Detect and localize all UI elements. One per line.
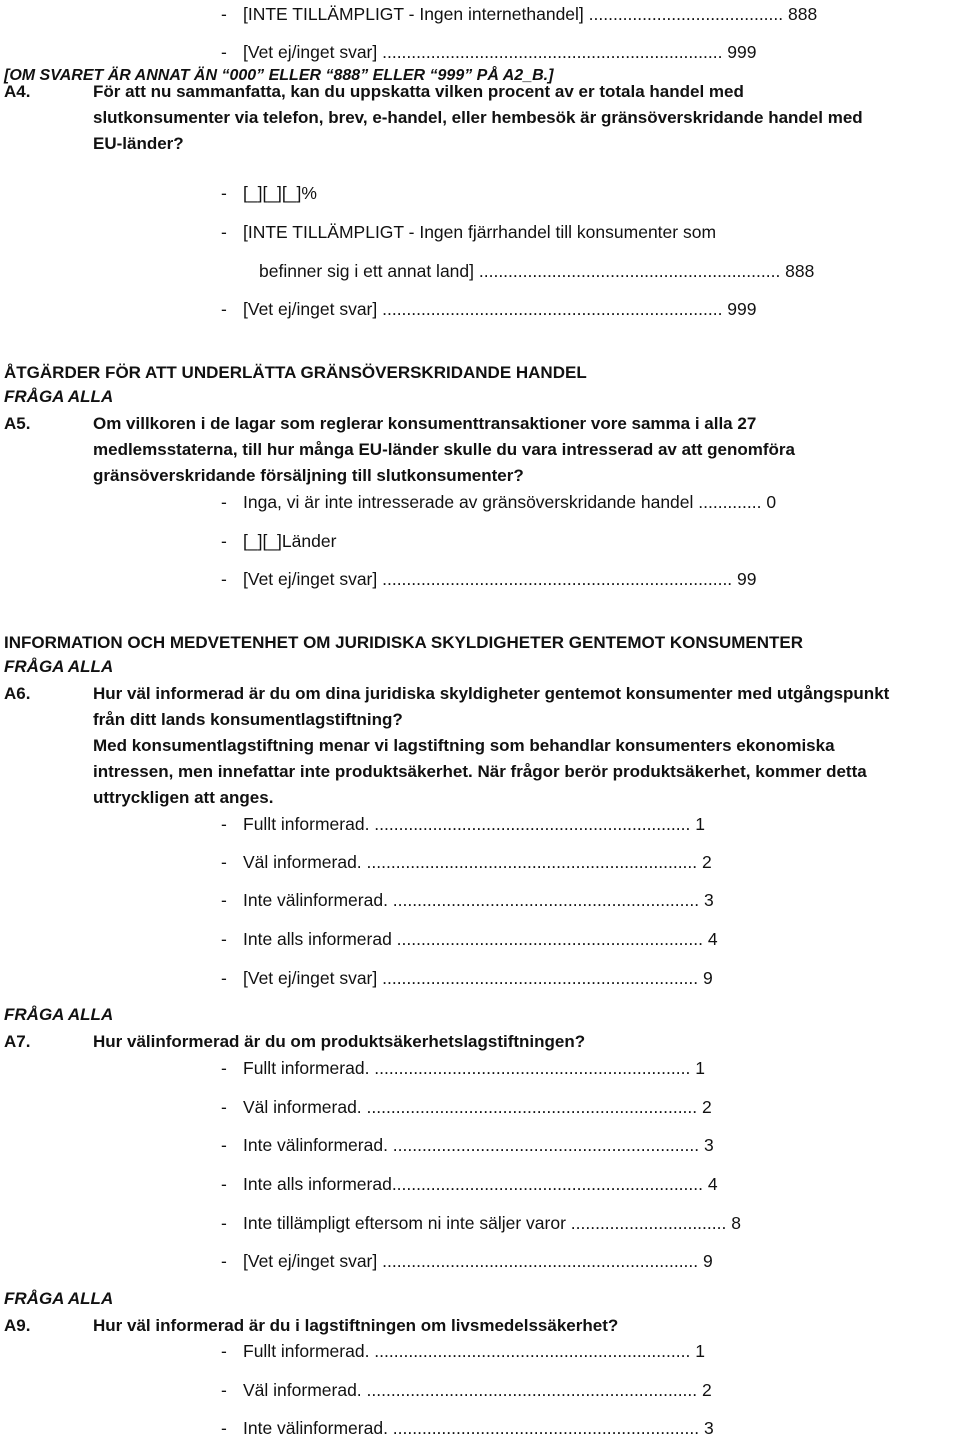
option-not-applicable-no-goods[interactable]: - Inte tillämpligt eftersom ni inte säljer varor ................................ 8	[221, 1213, 741, 1233]
option-fully-informed[interactable]: - Fullt informerad. ................................................................. 1	[221, 1341, 705, 1361]
option-countries-entry[interactable]: - [_][_]Länder	[221, 531, 337, 551]
option-percent-entry[interactable]: - [_][_][_]%	[221, 183, 317, 203]
option-dont-know[interactable]: - [Vet ej/inget svar] ...................................................................... 999	[221, 299, 757, 319]
option-well-informed[interactable]: - Väl informerad. .................................................................... 2	[221, 852, 712, 872]
option-not-well-informed[interactable]: - Inte välinformerad. ............................................................... 3	[221, 1135, 714, 1155]
question-text: Hur väl informerad är du om dina juridiska skyldigheter gentemot konsumenter med utgångspunkt från ditt lands konsumentlagstiftning? Med konsumentlagstiftning menar vi lagstiftning som behandlar konsumenters ekonomiska intressen, men innefattar inte produktsäkerhet. När frågor berör produktsäkerhet, kommer detta uttryckligen att anges.	[93, 684, 890, 807]
question-number: A6.	[4, 684, 31, 703]
section-heading: INFORMATION OCH MEDVETENHET OM JURIDISKA SKYLDIGHETER GENTEMOT KONSUMENTER	[4, 633, 804, 652]
option-well-informed[interactable]: - Väl informerad. .................................................................... 2	[221, 1380, 712, 1400]
question-a6	[0, 681, 960, 813]
question-text: Om villkoren i de lagar som reglerar konsumenttransaktioner vore samma i alla 27 medlemsstaterna, till hur många EU-länder skulle du vara intresserad av att genomföra gränsöverskridande försäljning till slutkonsumenter?	[93, 414, 795, 485]
ask-all-label: FRÅGA ALLA	[4, 1005, 114, 1024]
question-number: A5.	[4, 414, 31, 433]
option-dont-know[interactable]: - [Vet ej/inget svar] ...................................................................... 999	[221, 42, 757, 62]
question-a7	[0, 1029, 960, 1055]
question-number: A9.	[4, 1316, 31, 1335]
option-not-at-all-informed[interactable]: - Inte alls informerad................................................................ 4	[221, 1174, 718, 1194]
option-not-applicable-internet[interactable]: - [INTE TILLÄMPLIGT - Ingen internethandel] ........................................ 888	[221, 4, 818, 24]
section-heading: ÅTGÄRDER FÖR ATT UNDERLÄTTA GRÄNSÖVERSKRIDANDE HANDEL	[4, 363, 587, 382]
option-well-informed[interactable]: - Väl informerad. .................................................................... 2	[221, 1097, 712, 1117]
option-dont-know[interactable]: - [Vet ej/inget svar] ........................................................................ 99	[221, 569, 757, 589]
option-fully-informed[interactable]: - Fullt informerad. ................................................................. 1	[221, 1058, 705, 1078]
option-fully-informed[interactable]: - Fullt informerad. ................................................................. 1	[221, 814, 705, 834]
question-text: Hur väl informerad är du i lagstiftningen om livsmedelssäkerhet?	[93, 1316, 619, 1335]
filter-condition-a4: [OM SVARET ÄR ANNAT ÄN “000” ELLER “888” ELLER “999” PÅ A2_B.]	[4, 67, 554, 84]
option-dont-know[interactable]: - [Vet ej/inget svar] ................................................................. 9	[221, 968, 713, 988]
question-a4	[0, 79, 960, 159]
option-not-well-informed[interactable]: - Inte välinformerad. ............................................................... 3	[221, 1418, 714, 1438]
ask-all-label: FRÅGA ALLA	[4, 1289, 114, 1308]
ask-all-label: FRÅGA ALLA	[4, 387, 114, 406]
option-not-applicable-continued: befinner sig i ett annat land] .............................................................. 888	[259, 261, 815, 281]
question-a5	[0, 411, 960, 491]
question-number: A4.	[4, 82, 31, 101]
question-a9	[0, 1313, 960, 1339]
question-text: Hur välinformerad är du om produktsäkerhetslagstiftningen?	[93, 1032, 586, 1051]
option-not-interested[interactable]: - Inga, vi är inte intresserade av gränsöverskridande handel ............. 0	[221, 492, 777, 512]
question-number: A7.	[4, 1032, 31, 1051]
option-not-well-informed[interactable]: - Inte välinformerad. ............................................................... 3	[221, 890, 714, 910]
option-dont-know[interactable]: - [Vet ej/inget svar] ................................................................. 9	[221, 1251, 713, 1271]
option-not-applicable-distance[interactable]: - [INTE TILLÄMPLIGT - Ingen fjärrhandel till konsumenter som	[221, 222, 717, 242]
question-text: För att nu sammanfatta, kan du uppskatta vilken procent av er totala handel med slutkonsumenter via telefon, brev, e-handel, eller hembesök är gränsöverskridande handel med EU-länder?	[93, 82, 863, 153]
option-not-at-all-informed[interactable]: - Inte alls informerad ............................................................... 4	[221, 929, 718, 949]
ask-all-label: FRÅGA ALLA	[4, 657, 114, 676]
